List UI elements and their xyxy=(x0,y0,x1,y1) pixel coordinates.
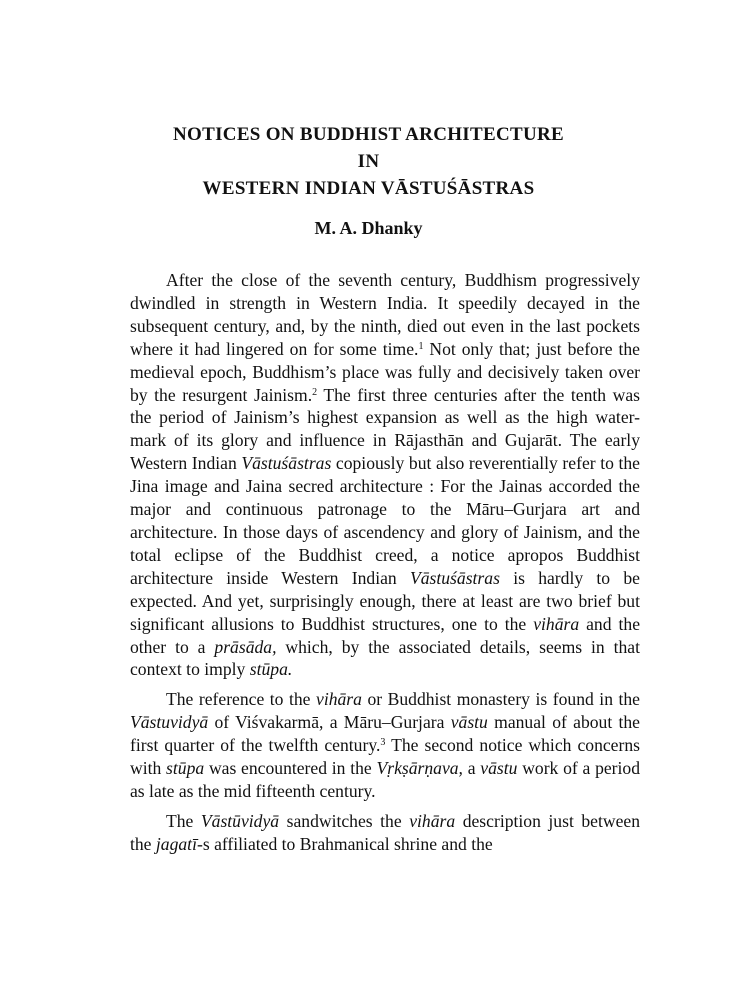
title-line-1: NOTICES ON BUDDHIST ARCHITECTURE xyxy=(173,124,564,145)
text-run: sandwitches the xyxy=(279,810,410,831)
text-run: of Viśvakarmā, a Māru–Gurjara xyxy=(208,712,451,733)
italic-term: prāsāda, xyxy=(214,636,277,657)
footnote-ref: 1 xyxy=(418,340,424,352)
paragraph-2 xyxy=(130,688,640,803)
text-run: copiously but also reverentially refer to the Jina image and Jaina secred architecture : For the Jainas accorded the major and continuous patronage to the Māru–Gurjara art and architecture. In those days of ascendency and glory of Jainism, and the total eclipse of the Buddhist creed, a notice apropos Buddhist architecture inside Western Indian xyxy=(130,453,640,588)
text-run: a xyxy=(462,758,481,779)
paragraph-1 xyxy=(130,269,640,681)
text-run: which, by the associated details, seems in that context to imply xyxy=(130,636,641,680)
italic-term: jagatī xyxy=(155,833,197,854)
article-body xyxy=(130,269,640,856)
text-run: is hardly to be expected. And yet, surprisingly enough, there at least are two brief but significant allusions to Buddhist structures, one to the xyxy=(130,567,640,634)
author-name: M. A. Dhanky xyxy=(314,218,423,238)
text-run: and the other to a xyxy=(130,613,640,657)
italic-term: stūpa. xyxy=(249,659,293,680)
title-line-3: WESTERN INDIAN VĀSTUŚĀSTRAS xyxy=(202,178,535,199)
text-run: After the close of the seventh century, Buddhism progressively dwindled in strength in Western India. It speedily decayed in the subsequent century, and, by the ninth, died out even in the last pockets where it had lingered on for some time. xyxy=(130,270,640,359)
text-run: Not only that; just before the medieval epoch, Buddhism’s place was fully and decisively taken over by the resurgent Jainism. xyxy=(130,338,640,405)
italic-term: vihāra xyxy=(533,613,580,634)
italic-term: Vāstuvidyā xyxy=(130,712,209,733)
title-line-2: IN xyxy=(357,151,380,172)
italic-term: Vṛkṣārṇava, xyxy=(376,758,463,779)
italic-term: stūpa xyxy=(166,758,205,779)
italic-term: vihāra xyxy=(316,689,362,710)
text-run: or Buddhist monastery is found in the xyxy=(361,689,640,710)
text-run: The first three centuries after the tenth was the period of Jainism’s highest expansion as well as the high water-mark of its glory and influence in Rājasthān and Gujarāt. The early Western Indian xyxy=(130,384,640,474)
italic-term: vāstu xyxy=(480,758,518,779)
footnote-ref: 2 xyxy=(312,386,318,398)
text-run: The second notice which concerns with xyxy=(130,735,640,779)
text-run: The reference to the xyxy=(166,689,317,710)
italic-term: vihāra xyxy=(409,810,456,831)
italic-term: vāstu xyxy=(450,712,488,733)
italic-term: Vāstūvidyā xyxy=(200,810,280,831)
text-run: description just between the xyxy=(130,810,640,854)
text-run: -s affiliated to Brahmanical shrine and the xyxy=(196,833,493,854)
italic-term: Vāstuśāstras xyxy=(409,567,500,588)
text-run: work of a period as late as the mid fifteenth century. xyxy=(130,758,641,801)
text-run: was encountered in the xyxy=(204,758,377,779)
text-run: The xyxy=(166,810,201,831)
text-run: manual of about the first quarter of the twelfth century. xyxy=(130,712,640,756)
italic-term: Vāstuśāstras xyxy=(241,453,332,474)
footnote-ref: 3 xyxy=(380,737,386,749)
paragraph-3 xyxy=(130,810,640,856)
